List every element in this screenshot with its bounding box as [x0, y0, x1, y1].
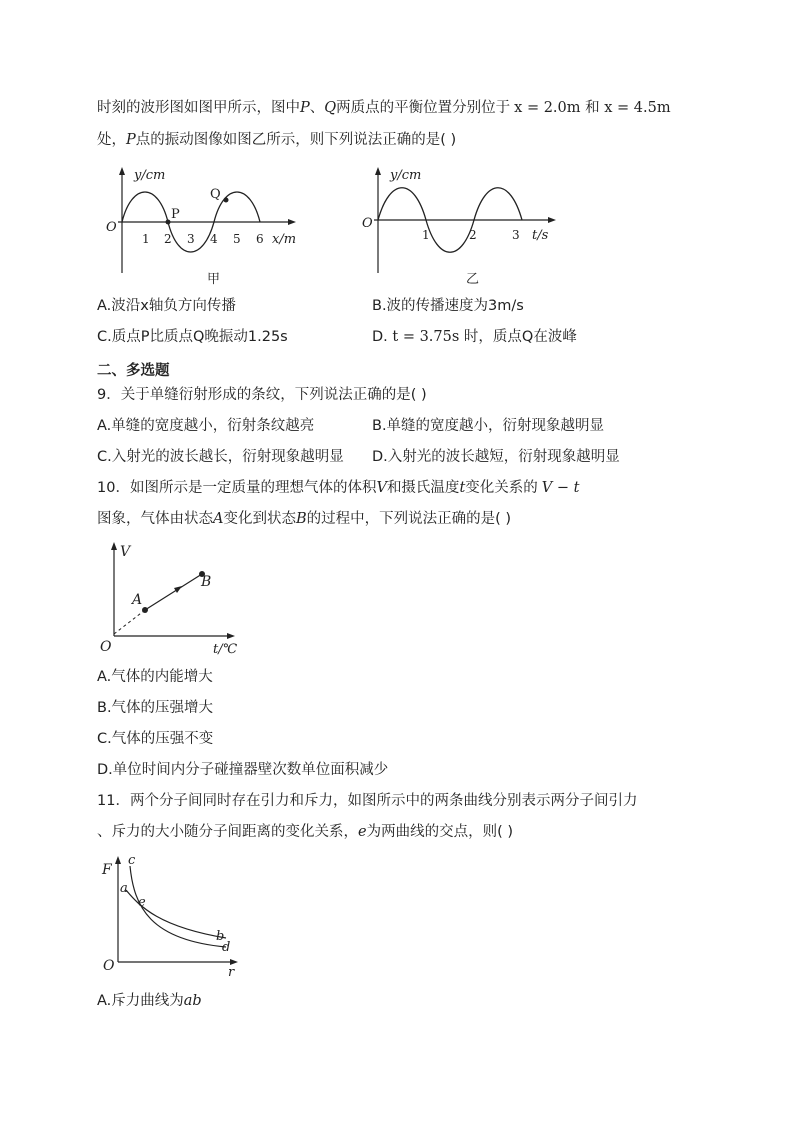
jia-caption: 甲: [207, 272, 221, 287]
q8-option-d-text: 时，质点Q在波峰: [459, 329, 577, 345]
q8-option-d-prefix: D.: [372, 329, 393, 345]
q10-option-d[interactable]: D.单位时间内分子碰撞器壁次数单位面积减少: [97, 762, 389, 778]
q10-text-b: 和摄氏温度: [386, 480, 460, 496]
q8-x2: x = 4.5m: [604, 100, 671, 116]
q10-option-c[interactable]: C.气体的压强不变: [97, 731, 214, 747]
q8-and: 和: [580, 100, 605, 116]
q11-f-arrow: [115, 856, 121, 864]
q10-fig-label-a: A: [132, 592, 143, 608]
q11-figure: [100, 852, 250, 980]
q11-fig-xlabel: r: [228, 965, 235, 980]
q11-fig-label-d: d: [222, 940, 231, 955]
q11-e: e: [358, 824, 367, 840]
yi-tick-3: 3: [512, 228, 520, 242]
q9-option-d[interactable]: D.入射光的波长越短，衍射现象越明显: [372, 449, 620, 465]
jia-x-arrow: [288, 219, 296, 225]
q9-option-b[interactable]: B.单缝的宽度越小，衍射现象越明显: [372, 418, 605, 434]
yi-y-arrow: [375, 167, 381, 175]
q10-text-e: 变化到状态: [223, 511, 296, 527]
q10-fig-ylabel: V: [120, 544, 131, 560]
q9-option-c[interactable]: C.入射光的波长越长，衍射现象越明显: [97, 449, 344, 465]
q9-stem: 9．关于单缝衍射形成的条纹，下列说法正确的是( ): [97, 387, 427, 403]
q10-t: t: [459, 480, 466, 496]
q10-v-arrow: [111, 542, 117, 550]
jia-tick-4: 4: [210, 232, 218, 246]
q11-text-a: 、斥力的大小随分子间距离的变化关系，: [97, 824, 358, 840]
q8-point-q: Q: [324, 100, 337, 116]
q11-fig-label-a: a: [120, 881, 128, 896]
q10-t-arrow: [227, 633, 235, 639]
jia-tick-5: 5: [233, 232, 241, 246]
yi-caption: 乙: [466, 272, 480, 287]
q8-stem-line1: [97, 98, 671, 118]
q8-stem-line2: [97, 130, 456, 150]
q10-text-d: 图象，气体由状态: [97, 511, 213, 527]
q8-option-b[interactable]: B.波的传播速度为3m/s: [372, 298, 524, 314]
q11-option-a-text: A.斥力曲线为: [97, 993, 184, 1009]
q11-option-a[interactable]: [97, 991, 202, 1011]
yi-xlabel: t/s: [532, 228, 549, 243]
jia-ylabel: y/cm: [134, 168, 166, 183]
yi-tick-1: 1: [422, 228, 430, 242]
q10-b: B: [295, 511, 307, 527]
q10-dashed-line: [114, 610, 145, 634]
q11-fig-ylabel: F: [102, 862, 112, 878]
q8-option-a[interactable]: A.波沿x轴负方向传播: [97, 298, 236, 314]
q10-stem-line2: [97, 509, 511, 529]
q10-a: A: [213, 511, 224, 527]
q10-v: V: [376, 480, 387, 496]
q11-fig-label-b: b: [216, 929, 225, 944]
yi-tick-2: 2: [469, 228, 477, 242]
yi-x-arrow: [548, 217, 556, 223]
q10-text-f: 的过程中，下列说法正确的是( ): [306, 511, 512, 527]
section-heading: 二、多选题: [97, 363, 170, 379]
jia-tick-6: 6: [256, 232, 264, 246]
jia-point-p: [166, 220, 171, 225]
q10-option-a[interactable]: A.气体的内能增大: [97, 669, 213, 685]
q11-option-a-ab: ab: [183, 993, 202, 1009]
q8-option-c[interactable]: C.质点P比质点Q晚振动1.25s: [97, 329, 288, 345]
q9-option-a[interactable]: A.单缝的宽度越小，衍射条纹越亮: [97, 418, 315, 434]
jia-tick-2: 2: [164, 232, 172, 246]
q11-text-b: 为两曲线的交点，则( ): [366, 824, 514, 840]
q11-fig-label-e: e: [138, 895, 146, 910]
jia-tick-3: 3: [187, 232, 195, 246]
jia-label-p: P: [171, 207, 180, 222]
q8-x1: x = 2.0m: [514, 100, 581, 116]
q10-option-b[interactable]: B.气体的压强增大: [97, 700, 214, 716]
jia-xlabel: x/m: [272, 232, 297, 247]
jia-label-q: Q: [210, 187, 221, 202]
q8-option-d-t: t = 3.75s: [392, 329, 460, 345]
yi-origin: O: [362, 216, 373, 231]
q10-process-arrow: [174, 586, 182, 593]
q8-text-b: 两质点的平衡位置分别位于: [336, 100, 511, 116]
jia-point-q: [224, 198, 229, 203]
jia-tick-1: 1: [142, 232, 150, 246]
yi-ylabel: y/cm: [390, 168, 422, 183]
q8-text: 时刻的波形图如图甲所示，图中: [97, 100, 300, 116]
q10-text-c: 变化关系的: [465, 480, 538, 496]
q10-text-a: 10．如图所示是一定质量的理想气体的体积: [97, 480, 377, 496]
q10-stem-line1: [97, 478, 579, 498]
q11-fig-origin: O: [103, 958, 115, 974]
q10-fig-label-b: B: [201, 574, 212, 590]
q10-figure: [98, 540, 248, 660]
q8-text-d: 点的振动图像如图乙所示，则下列说法正确的是( ): [135, 132, 457, 148]
q8-option-d[interactable]: [372, 327, 577, 347]
q11-fig-label-c: c: [128, 853, 136, 868]
figure-yi: [356, 165, 556, 285]
q10-process-line: [145, 574, 202, 610]
figure-jia: [100, 165, 300, 285]
jia-y-arrow: [119, 167, 125, 175]
q8-text-c: 处，: [97, 132, 126, 148]
q10-state-a: [142, 607, 148, 613]
q8-point-p: P: [300, 100, 310, 116]
jia-origin: O: [106, 220, 117, 235]
q10-fig-origin: O: [100, 639, 112, 655]
q11-stem-line1: 11．两个分子间同时存在引力和斥力，如图所示中的两条曲线分别表示两分子间引力: [97, 793, 638, 809]
q8-point-p2: P: [126, 132, 136, 148]
q8-sep: 、: [309, 100, 325, 116]
q11-stem-line2: [97, 822, 513, 842]
q10-fig-xlabel: t/℃: [213, 642, 238, 657]
q10-vt: V − t: [541, 480, 580, 496]
